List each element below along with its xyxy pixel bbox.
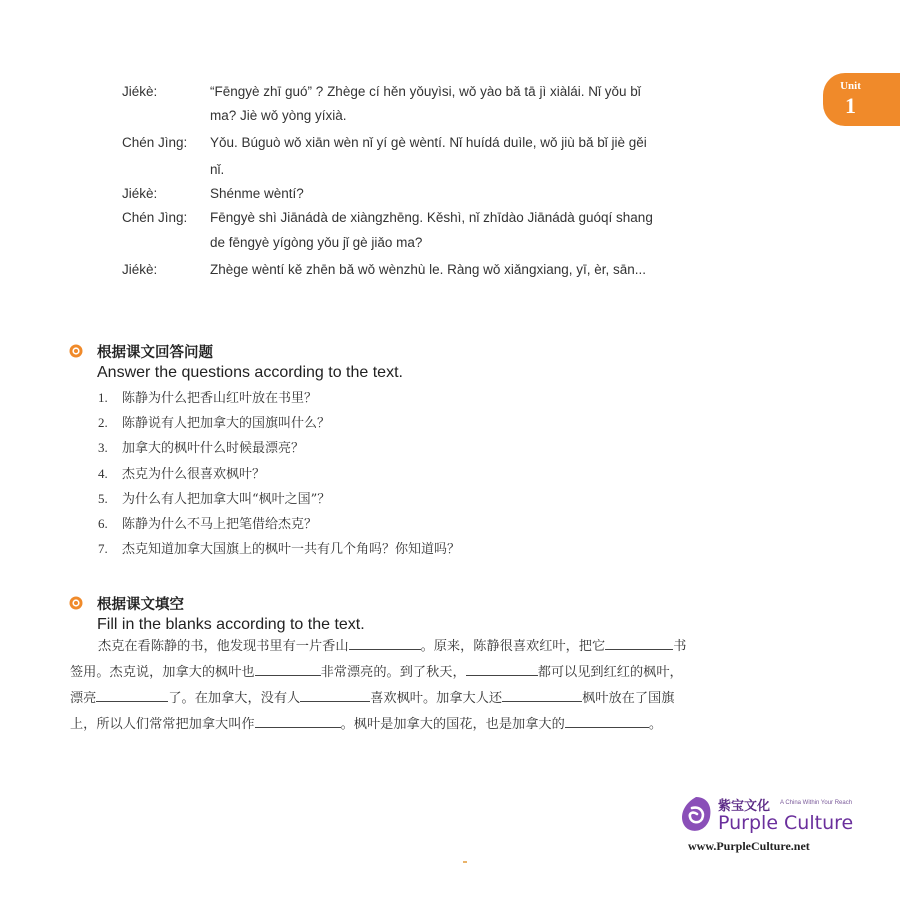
- fill-blank[interactable]: [96, 686, 168, 702]
- logo-name-en: Purple Culture: [718, 812, 854, 834]
- question-number: 7.: [98, 541, 108, 556]
- fill-text: 非常漂亮的。到了秋天，: [320, 665, 466, 680]
- logo-url: www.PurpleCulture.net: [688, 839, 810, 853]
- dialogue-line: nǐ.: [210, 162, 225, 177]
- list-item: [98, 540, 460, 559]
- speaker-jieke: Jiékè:: [122, 262, 158, 277]
- section1-title-en: Answer the questions according to the text.: [97, 364, 403, 381]
- fill-text: 上，所以人们常常把加拿大叫作: [70, 717, 255, 732]
- fill-blank[interactable]: [605, 634, 673, 650]
- section2-title-zh: 根据课文填空: [97, 597, 184, 613]
- speaker-chen-jing: Chén Jìng:: [122, 210, 188, 225]
- list-item: [98, 515, 317, 534]
- fill-text: 。原来，陈静很喜欢红叶，把它: [420, 639, 606, 654]
- fill-text: 。: [648, 717, 662, 732]
- question-number: 3.: [98, 440, 108, 455]
- list-item: [98, 490, 330, 509]
- purple-culture-emblem-icon: [678, 795, 714, 835]
- section1-title-zh: 根据课文回答问题: [97, 345, 213, 361]
- question-text: 为什么有人把加拿大叫“枫叶之国”？: [122, 492, 331, 507]
- fill-text: 杰克在看陈静的书，他发现书里有一片香山: [98, 639, 349, 654]
- fill-text: 都可以见到红红的枫叶，: [537, 665, 683, 680]
- list-item: [98, 439, 304, 458]
- question-text: 加拿大的枫叶什么时候最漂亮？: [122, 441, 305, 456]
- list-item: [98, 465, 265, 484]
- logo-name-cn: 紫宝文化: [718, 799, 771, 814]
- fill-blank[interactable]: [502, 686, 582, 702]
- dialogue-line: “Fēngyè zhī guó” ? Zhège cí hěn yǒuyìsi, wǒ yào bǎ tā jì xiàlái. Nǐ yǒu bǐ: [210, 84, 641, 99]
- question-number: 6.: [98, 516, 108, 531]
- question-text: 杰克知道加拿大国旗上的枫叶一共有几个角吗？你知道吗？: [122, 542, 461, 557]
- unit-label: Unit: [840, 80, 861, 92]
- unit-number: 1: [845, 93, 856, 118]
- fill-line: [70, 660, 805, 686]
- fill-text: 。枫叶是加拿大的国花，也是加拿大的: [340, 717, 565, 732]
- dialogue-line: de fēngyè yígòng yǒu jǐ gè jiǎo ma?: [210, 235, 423, 250]
- dialogue-line: Fēngyè shì Jiānádà de xiàngzhēng. Kěshì, nǐ zhīdào Jiānádà guóqí shang: [210, 210, 653, 225]
- fill-blank[interactable]: [300, 686, 370, 702]
- decorative-mark: [463, 861, 467, 863]
- question-number: 1.: [98, 390, 108, 405]
- list-item: [98, 389, 317, 408]
- question-text: 杰克为什么很喜欢枫叶？: [122, 467, 266, 482]
- fill-line: [70, 712, 805, 738]
- section-bullet-icon: [69, 596, 83, 610]
- fill-text: 了。在加拿大，没有人: [168, 691, 301, 706]
- fill-text: 签用。杰克说，加拿大的枫叶也: [70, 665, 255, 680]
- fill-blank[interactable]: [565, 712, 649, 728]
- fill-in-paragraph: [70, 634, 805, 738]
- fill-text: 喜欢枫叶。加拿大人还: [370, 691, 503, 706]
- fill-blank[interactable]: [349, 634, 421, 650]
- fill-text: 漂亮: [70, 691, 97, 706]
- dialogue-line: Shénme wèntí?: [210, 186, 304, 201]
- question-number: 4.: [98, 466, 108, 481]
- question-text: 陈静说有人把加拿大的国旗叫什么？: [122, 416, 331, 431]
- question-number: 2.: [98, 415, 108, 430]
- fill-text: 书: [673, 639, 687, 654]
- section2-title-en: Fill in the blanks according to the text.: [97, 616, 365, 633]
- question-text: 陈静为什么把香山红叶放在书里？: [122, 391, 318, 406]
- dialogue-line: ma? Jiè wǒ yòng yíxià.: [210, 108, 347, 123]
- fill-text: 枫叶放在了国旗: [582, 691, 675, 706]
- fill-blank[interactable]: [255, 712, 341, 728]
- dialogue-line: Zhège wèntí kě zhēn bǎ wǒ wènzhù le. Ràng wǒ xiǎngxiang, yī, èr, sān...: [210, 262, 647, 277]
- speaker-jieke: Jiékè:: [122, 84, 158, 99]
- fill-blank[interactable]: [255, 660, 321, 676]
- unit-tab: [823, 73, 900, 126]
- purple-culture-logo: [678, 795, 858, 860]
- fill-line: [70, 634, 805, 660]
- list-item: [98, 414, 330, 433]
- speaker-chen-jing: Chén Jìng:: [122, 135, 188, 150]
- logo-tagline: A China Within Your Reach: [780, 800, 853, 806]
- fill-blank[interactable]: [466, 660, 538, 676]
- speaker-jieke: Jiékè:: [122, 186, 158, 201]
- dialogue-line: Yǒu. Búguò wǒ xiān wèn nǐ yí gè wèntí. Nǐ huídá duìle, wǒ jiù bǎ bǐ jiè gěi: [210, 135, 647, 150]
- section-bullet-icon: [69, 344, 83, 358]
- question-number: 5.: [98, 491, 108, 506]
- fill-line: [70, 686, 805, 712]
- question-text: 陈静为什么不马上把笔借给杰克？: [122, 517, 318, 532]
